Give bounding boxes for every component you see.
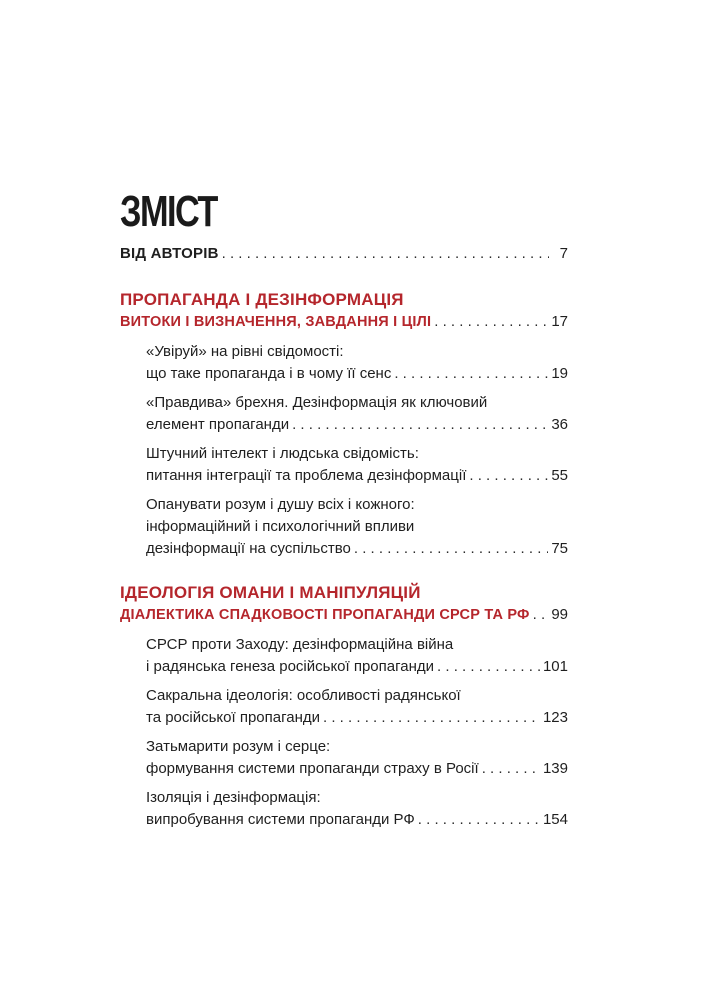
entry-line: Затьмарити розум і серце:: [146, 738, 331, 755]
toc-section-2: [120, 582, 568, 831]
leader-dots: [533, 604, 549, 626]
entry-line: СРСР проти Заходу: дезінформаційна війна: [146, 636, 454, 653]
page-title: ЗМІСТ: [120, 187, 217, 236]
page-number: 139: [542, 760, 568, 777]
leader-dots: [394, 363, 548, 385]
leader-dots: [418, 809, 540, 831]
entry-line: Опанувати розум і душу всіх і кожного:: [146, 496, 415, 513]
leader-dots: [292, 414, 548, 436]
leader-dots: [437, 656, 540, 678]
leader-dots: [323, 707, 540, 729]
section-entries: [120, 341, 568, 560]
entry-line: Сакральна ідеологія: особливості радянської: [146, 687, 461, 704]
leader-dots: [482, 758, 540, 780]
page-number: 123: [542, 709, 568, 726]
page-number: 36: [551, 416, 568, 433]
entry-line: «Увіруй» на рівні свідомості:: [146, 343, 344, 360]
toc-entry[interactable]: [146, 736, 568, 780]
section-subtitle-text: ВИТОКИ І ВИЗНАЧЕННЯ, ЗАВДАННЯ І ЦІЛІ: [120, 314, 432, 330]
section-entries: [120, 634, 568, 831]
entry-line: формування системи пропаганди страху в Росії: [146, 760, 479, 777]
entry-line: елемент пропаганди: [146, 416, 290, 433]
table-of-contents: [120, 243, 568, 838]
leader-dots: [222, 243, 549, 265]
toc-entry[interactable]: [146, 341, 568, 385]
page-number: 55: [551, 467, 568, 484]
entry-line: Ізоляція і дезінформація:: [146, 789, 321, 806]
toc-entry[interactable]: [146, 494, 568, 560]
entry-line: та російської пропаганди: [146, 709, 321, 726]
toc-entry-authors[interactable]: [120, 243, 568, 265]
leader-dots: [469, 465, 548, 487]
entry-line: питання інтеграції та проблема дезінформації: [146, 467, 467, 484]
toc-entry[interactable]: [146, 443, 568, 487]
section-title[interactable]: ПРОПАГАНДА І ДЕЗІНФОРМАЦІЯ: [120, 290, 404, 309]
entry-line: Штучний інтелект і людська свідомість:: [146, 445, 419, 462]
entry-line: випробування системи пропаганди РФ: [146, 811, 415, 828]
page-number: 154: [542, 811, 568, 828]
page-number: 17: [551, 313, 568, 330]
entry-line: дезінформації на суспільство: [146, 540, 351, 557]
page-number: 99: [551, 606, 568, 623]
section-subtitle-text: ДІАЛЕКТИКА СПАДКОВОСТІ ПРОПАГАНДИ СРСР ТА РФ: [120, 607, 530, 623]
section-title[interactable]: ІДЕОЛОГІЯ ОМАНИ І МАНІПУЛЯЦІЙ: [120, 583, 421, 602]
entry-label: ВІД АВТОРІВ: [120, 245, 219, 262]
toc-entry[interactable]: [146, 634, 568, 678]
leader-dots: [434, 311, 548, 333]
leader-dots: [354, 538, 548, 560]
toc-entry[interactable]: [146, 685, 568, 729]
entry-line: і радянська генеза російської пропаганди: [146, 658, 435, 675]
entry-line: інформаційний і психологічний впливи: [146, 518, 415, 535]
section-subtitle[interactable]: [120, 311, 568, 333]
toc-entry[interactable]: [146, 787, 568, 831]
entry-line: що таке пропаганда і в чому її сенс: [146, 365, 392, 382]
page-number: 7: [559, 245, 568, 262]
section-subtitle[interactable]: [120, 604, 568, 626]
toc-section-1: [120, 289, 568, 560]
page-number: 19: [551, 365, 568, 382]
page-number: 75: [551, 540, 568, 557]
page-number: 101: [542, 658, 568, 675]
entry-line: «Правдива» брехня. Дезінформація як ключовий: [146, 394, 488, 411]
toc-entry[interactable]: [146, 392, 568, 436]
